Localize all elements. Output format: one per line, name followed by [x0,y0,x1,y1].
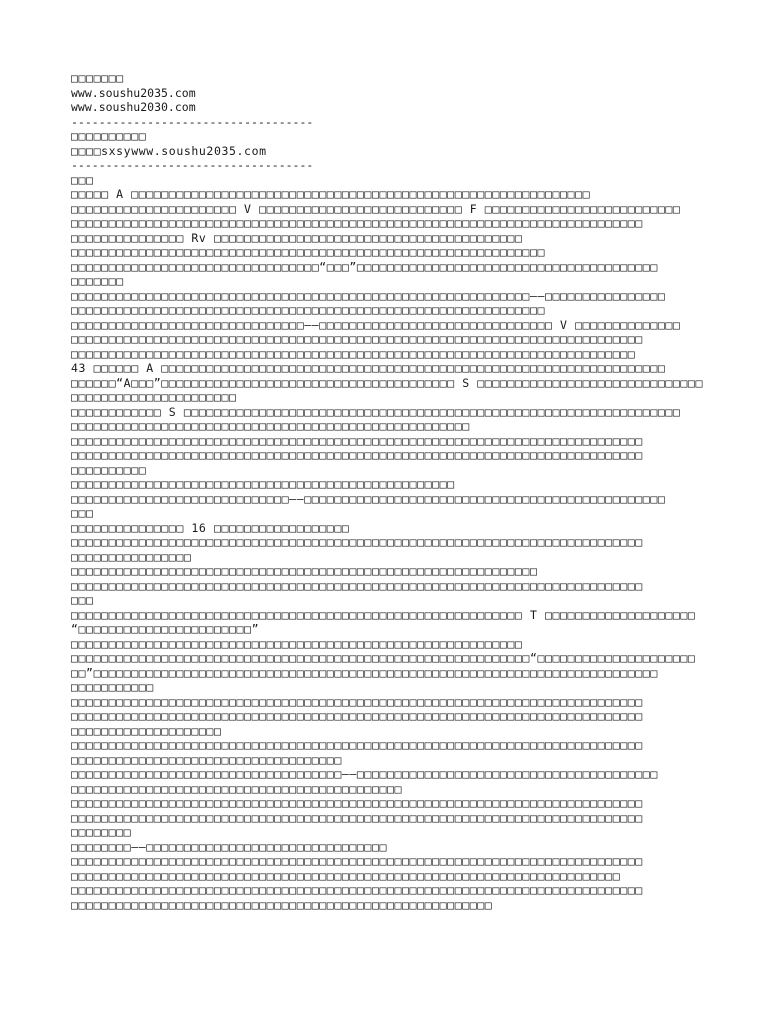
text-line: □□□□□□□□□□□□□□□□□□□□□□□□□□□□□□□□□□□□□□□□□□□□□□□□□□□□□□□□□□□□□□□□□□□□□□□□□□□□ [71,448,643,462]
text-line: □□□□□□□□□□□□□□□□□□□□□□□□□□□□□□□□□□□□□□□□□□□□□□□□□□□□□□□□□□□□□□□□□□□□□□□□□□□□ [71,796,643,810]
text-line: □□□□□□□□□□□□□□□□□□□□□□□□□□□□□□□□□□□□ [71,752,342,767]
document-body [71,71,711,912]
text-line: □□□□□□□□□□□□□□□□□□□□□□□□□□□□□□□□□□□□□□□□□□□□□□□□□□□□□□□□□□□□□□□□□□□□□□□□□□□□ [71,216,643,230]
text-line: □□□□□□□□□□□□□□□□□□□□ [71,723,222,738]
text-line: □□□□□□□□□□□□□□□□□□□□□□ [71,390,237,404]
text-line: □□□□□□□□□□□□□□□□□□□□□□□□□□□□□□□□□□□□□□□□□□□□□□□□□□□□□□□□□□□□□□□□□□□□□□□□□□□□ [71,883,643,897]
text-line: □□□□□□□□□□□□□□□□□□□□□□□□□□□□□□□□□□□□□□□□□□□□□□□□□□□□□□□□□□□□ [71,636,523,651]
text-line: “□□□□□□□□□□□□□□□□□□□□□□□” [71,622,260,636]
text-line: □□□□□□□□□□□□□□□ 16 □□□□□□□□□□□□□□□□□□ [71,520,350,535]
text-line: □□□□□□□□ [71,825,132,839]
text-line: □□□□□□□□□□□□□□□□□□□□□□□□□□□□□□□□□□□□□□□□□□□□□□□□□□□□□□□□□□□□□□□□□□□□□□□□□□□□ [71,332,643,346]
text-line: □□□□□□□□□□□□□□□□□□□□□□□□□□□□□□□□□□□□□□□□□□□□ [71,781,403,796]
text-line: □□□□□□□□□□□□□□□□□□□□□□□□□□□□□□□□□“□□□”□□□□□□□□□□□□□□□□□□□□□□□□□□□□□□□□□□□□□□□□ [71,259,658,274]
text-line: □□□□□□□□□□ [71,129,147,143]
text-line: □□□□□□□□□□□□□□□□□□□□□□□□□□□□□□□□□□□□□□□□□□□□□□□□□□□□□□□□□□□□□□□ [71,303,545,317]
text-line: □□□ [71,172,94,187]
text-line: □□□□□□□□□□□□□□□□□□□□□□□□□□□□□□□□□□□□□□□□□□□□□□□□□□□□□□□□ [71,897,493,912]
text-line: □□□ [71,593,94,607]
text-line: □□□□□□□□□□□□□□□□□□□□□□□□□□□□□□□□□□□□□□□□□□□□□□□□□□□□□□□□□□□□□□□□□□□□□□□□□□□□ [71,694,643,709]
text-line: □□□□□□□□□□□□□□□□□□□□□□□□□□□□□□□□□□□□□□□□□□□□□□□□□□□□□□□□□□□□□□□□□□□□□□□□□□□□ [71,738,643,752]
text-line: □□□□□□□ [71,274,124,288]
text-line: □□□□□□□□□□□□□□□□□□□□□□□□□□□□□——□□□□□□□□□□□□□□□□□□□□□□□□□□□□□□□□□□□□□□□□□□□□□□□□ [71,491,666,506]
text-line: □□□□□□□□□□□□□□□□□□□□□□□□□□□□□□□□□□□□□□□□□□□□□□□□□□□□□□□□□□□□□□□□□□□□□□□□□□□□ [71,578,643,593]
text-line: □□□□sxsywww.soushu2035.com [71,143,267,158]
text-line: □□□□□□□□□□□□□□□□□□□□□□□□□□□□□□□□□□□□□□□□□□□□□□□□□□□ [71,477,455,491]
text-line: □□□□□□□□□□□□□□□□□□□□□□□□□□□□□□□□□□□□□□□□□□□□□□□□□□□□□□□□□□□□ T □□□□□□□□□□□□□□□□□□□□ [71,607,696,622]
text-line: □□□□□□□□□□□□□□□□□□□□□□□□□□□□□□□□□□□□□□□□□□□□□□□□□□□□□□□□□□□□□——□□□□□□□□□□□□□□□□ [71,288,666,303]
text-line: □□□□□□□□□□□□□□□□□□□□□□□□□□□□□□□□□□□□□□□□□□□□□□□□□□□□□□□□□□□□□□ [71,564,538,578]
text-line: □□□□□□□ [71,71,124,85]
text-line: □□□□□□□□□□□ [71,680,154,694]
text-line: ----------------------------------- [71,158,314,172]
text-line: □□□□□□□□□□□□□□□□□□□□□□□□□□□□□□□□□□□□□□□□□□□□□□□□□□□□□□□□□□□□□□□□□□□□□□□□□□□□ [71,709,643,723]
text-line: www.soushu2030.com [71,100,196,114]
text-line: □□□□□□□□——□□□□□□□□□□□□□□□□□□□□□□□□□□□□□□□□ [71,839,387,854]
text-line: □□□□□□□□□□□□□□□□□□□□□□□□□□□□□□□□□□□□□□□□□□□□□□□□□□□□□ [71,419,470,433]
text-line: □□□□□□□□□□□□□□□□□□□□□□□□□□□□□□□□□□□□——□□□□□□□□□□□□□□□□□□□□□□□□□□□□□□□□□□□□□□□□ [71,767,658,781]
text-line: □□□□□□□□□□□□□□□□ [71,549,192,564]
text-line: ----------------------------------- [71,114,314,129]
text-line: □□□ [71,506,94,520]
text-line: www.soushu2035.com [71,85,196,100]
text-line: □□□□□□□□□□□□□□□ Rv □□□□□□□□□□□□□□□□□□□□□□□□□□□□□□□□□□□□□□□□□ [71,230,523,245]
text-line: □□□□□□□□□□□□□□□□□□□□□□□□□□□□□□□□□□□□□□□□□□□□□□□□□□□□□□□□□□□□□□□□□□□□□□□□□□□□ [71,810,643,825]
text-line: □□□□□□□□□□□□□□□□□□□□□□□□□□□□□□□——□□□□□□□□□□□□□□□□□□□□□□□□□□□□□□□ V □□□□□□□□□□□□□□ [71,317,681,332]
text-line: □□□□□□□□□□□□□□□□□□□□□□□□□□□□□□□□□□□□□□□□□□□□□□□□□□□□□□□□□□□□□□□□□□□□□□□□□□□□ [71,535,643,549]
text-line: □□□□□ A □□□□□□□□□□□□□□□□□□□□□□□□□□□□□□□□□□□□□□□□□□□□□□□□□□□□□□□□□□□□□ [71,187,591,201]
text-line: □□□□□□“A□□□”□□□□□□□□□□□□□□□□□□□□□□□□□□□□□□□□□□□□□□□ S □□□□□□□□□□□□□□□□□□□□□□□□□□□□□□ [71,375,703,390]
text-line: □□□□□□□□□□□□□□□□□□□□□□□□□□□□□□□□□□□□□□□□□□□□□□□□□□□□□□□□□□□□□□□□□□□□□□□□□ [71,868,621,883]
text-line: □□□□□□□□□□□□□□□□□□□□□□□□□□□□□□□□□□□□□□□□□□□□□□□□□□□□□□□□□□□□□□□□□□□□□□□□□□□ [71,346,636,361]
text-line: □□□□□□□□□□□□□□□□□□□□□□□□□□□□□□□□□□□□□□□□□□□□□□□□□□□□□□□□□□□□□□□□□□□□□□□□□□□□ [71,433,643,448]
text-line: □□□□□□□□□□□□□□□□□□□□□□ V □□□□□□□□□□□□□□□□□□□□□□□□□□□ F □□□□□□□□□□□□□□□□□□□□□□□□□□ [71,201,681,216]
text-line: □□□□□□□□□□□□ S □□□□□□□□□□□□□□□□□□□□□□□□□□□□□□□□□□□□□□□□□□□□□□□□□□□□□□□□□□□□□□□□□□ [71,404,681,419]
text-line: □□□□□□□□□□□□□□□□□□□□□□□□□□□□□□□□□□□□□□□□□□□□□□□□□□□□□□□□□□□□□□□□□□□□□□□□□□□□ [71,854,643,868]
text-line: □□□□□□□□□□ [71,462,147,477]
text-line: □□□□□□□□□□□□□□□□□□□□□□□□□□□□□□□□□□□□□□□□□□□□□□□□□□□□□□□□□□□□□“□□□□□□□□□□□□□□□□□□□□□ [71,651,696,665]
text-line: □□”□□□□□□□□□□□□□□□□□□□□□□□□□□□□□□□□□□□□□□□□□□□□□□□□□□□□□□□□□□□□□□□□□□□□□□□□□□□ [71,665,658,680]
text-line: 43 □□□□□□ A □□□□□□□□□□□□□□□□□□□□□□□□□□□□□□□□□□□□□□□□□□□□□□□□□□□□□□□□□□□□□□□□□□□ [71,361,666,375]
text-line: □□□□□□□□□□□□□□□□□□□□□□□□□□□□□□□□□□□□□□□□□□□□□□□□□□□□□□□□□□□□□□□ [71,245,545,259]
